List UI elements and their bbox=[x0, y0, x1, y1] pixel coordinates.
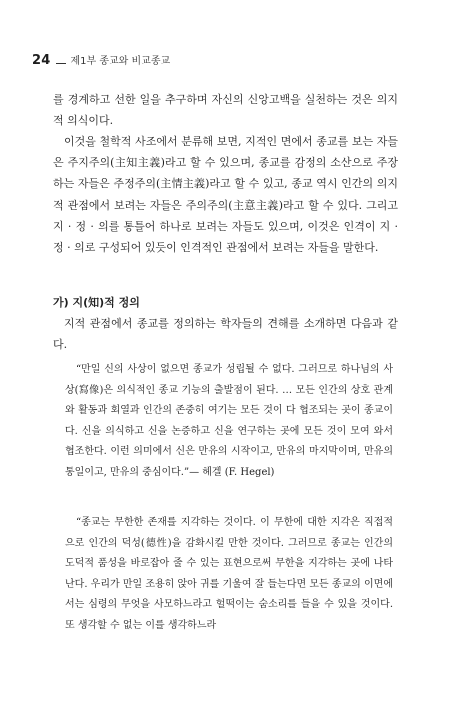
paragraph-classification bbox=[53, 131, 398, 258]
paragraph-text: 지적 관점에서 종교를 정의하는 학자들의 견해를 소개하면 다음과 같다. bbox=[53, 317, 398, 352]
section-heading-text: 가) 지(知)적 정의 bbox=[53, 296, 140, 309]
section-heading bbox=[53, 292, 398, 313]
blockquote-infinite bbox=[65, 513, 393, 637]
page-header bbox=[32, 52, 170, 68]
paragraph-text: 이것을 철학적 사조에서 분류해 보면, 지적인 면에서 종교를 보는 자들은 주지주의(主知主義)라고 할 수 있으며, 종교를 감정의 소산으로 주장하는 자들은 주정주의(主情主義)라고 할 수 있고, 종교 역시 인간의 의지적 관점에서 보려는 자들은 주의주의(主意主義)라고 할 수 있다. 그리고 지 · 정 · 의를 통틀어 하나로 보려는 자들도 있으며, 이것은 인격이 지 · 정 · 의로 구성되어 있듯이 인격적인 관점에서 보려는 자들을 말한다. bbox=[53, 135, 398, 255]
paragraph-text: 를 경계하고 선한 일을 추구하며 자신의 신앙고백을 실천하는 것은 의지적 의식이다. bbox=[53, 93, 398, 128]
quote-text: “만일 신의 사상이 없으면 종교가 성립될 수 없다. 그러므로 하나님의 사상(寫像)은 의식적인 종교 기능의 출발점이 된다. … 모든 인간의 상호 관계와 활동과 회열과 인간의 존중히 여기는 모든 것이 다 협조되는 곳이 종교이다. 신을 의식하고 신을 논증하고 신을 연구하는 곳에 모든 것이 모여 와서 협조한다. 이런 의미에서 신은 만유의 시작이고, 만유의 마지막이며, 만유의 통일이고, 만유의 중심이다.”— 헤겔 (F. Hegel) bbox=[65, 364, 393, 478]
running-title: 제1부 종교와 비교종교 bbox=[70, 56, 171, 67]
header-divider bbox=[56, 63, 66, 64]
paragraph-intro bbox=[53, 313, 398, 355]
quote-text: “종교는 무한한 존재를 지각하는 것이다. 이 무한에 대한 지각은 직접적으로 인간의 덕성(德性)을 감화시킬 만한 것이다. 그러므로 종교는 인간의 도덕적 품성을 바로잡아 줄 수 있는 표현으로써 무한을 지각하는 곳에 나타난다. 우리가 만일 조용히 앉아 귀를 기울여 잘 들는다면 모든 종교의 이면에서는 심령의 무엇을 사모하느라고 헐떡이는 숨소리를 들을 수 있을 것이다. 또 생각할 수 없는 이를 생각하느라 bbox=[65, 517, 393, 631]
blockquote-hegel bbox=[65, 360, 393, 484]
page-number: 24 bbox=[32, 53, 51, 68]
paragraph-continuation bbox=[53, 89, 398, 131]
